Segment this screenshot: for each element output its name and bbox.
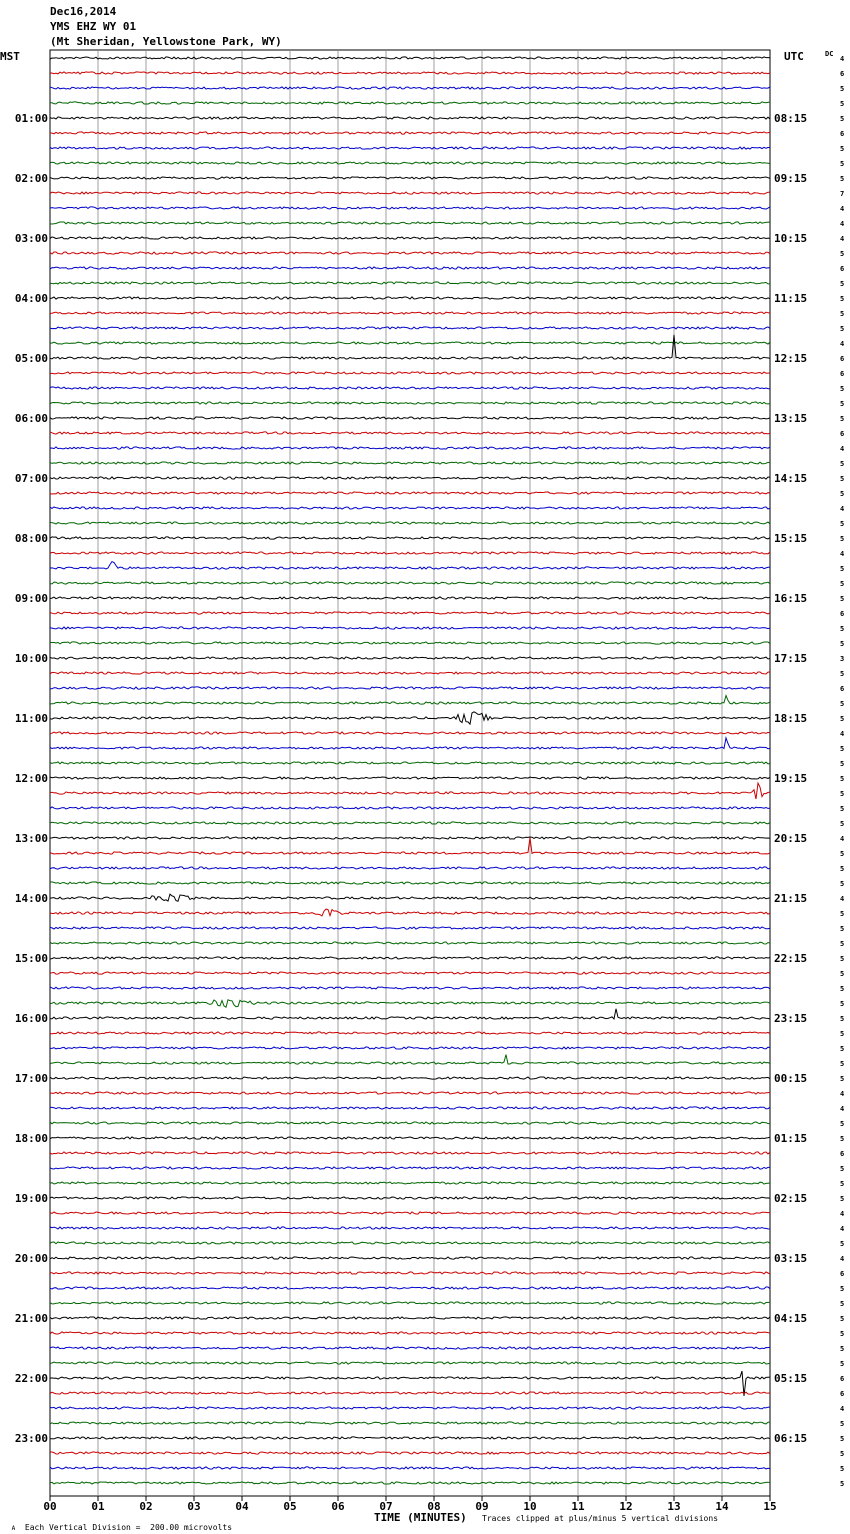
footer-clip-note: Traces clipped at plus/minus 5 vertical divisions [482,1514,719,1523]
dc-offset-value: 6 [840,265,845,273]
mst-hour-label: 04:00 [14,292,48,305]
dc-offset-value: 4 [840,1405,845,1413]
seismic-trace [50,732,770,734]
dc-offset-value: 5 [840,475,845,483]
dc-offset-value: 5 [840,1135,845,1143]
mst-hour-label: 20:00 [14,1252,48,1265]
seismic-trace [50,1122,770,1124]
dc-offset-value: 4 [840,835,845,843]
utc-hour-label: 10:15 [774,232,808,245]
seismic-trace [50,1317,770,1319]
seismic-trace [50,1047,770,1049]
seismic-trace [50,1452,770,1454]
utc-hour-label: 01:15 [774,1132,808,1145]
seismic-trace [50,477,770,479]
seismic-trace [50,867,770,869]
seismic-trace [50,696,770,705]
dc-offset-value: 5 [840,535,845,543]
dc-offset-value: 6 [840,70,845,78]
dc-offset-value: 5 [840,640,845,648]
seismic-trace [50,942,770,944]
seismic-trace [50,712,770,724]
dc-offset-value: 5 [840,385,845,393]
dc-offset-value: 5 [840,1060,845,1068]
seismic-trace [50,162,770,164]
dc-offset-value: 5 [840,850,845,858]
utc-hour-label: 23:15 [774,1012,808,1025]
seismic-trace [50,987,770,989]
dc-offset-value: 5 [840,85,845,93]
utc-hour-label: 00:15 [774,1072,808,1085]
dc-offset-value: 5 [840,1195,845,1203]
dc-offset-value: 4 [840,895,845,903]
seismic-trace [50,657,770,659]
seismic-trace [50,1227,770,1229]
seismic-trace [50,627,770,629]
mst-hour-label: 01:00 [14,112,48,125]
dc-offset-value: 7 [840,190,845,198]
seismic-trace [50,1137,770,1139]
dc-offset-value: 5 [840,400,845,408]
dc-offset-value: 6 [840,1150,845,1158]
x-tick-label: 14 [715,1500,729,1513]
dc-offset-value: 5 [840,565,845,573]
mst-hour-label: 03:00 [14,232,48,245]
seismic-trace [50,252,770,254]
mst-hour-label: 06:00 [14,412,48,425]
dc-offset-value: 4 [840,340,845,348]
corner-mark: A [11,1525,16,1532]
dc-offset-value: 5 [840,115,845,123]
seismic-trace [50,837,770,839]
dc-offset-value: 5 [840,1450,845,1458]
dc-offset-value: 5 [840,805,845,813]
utc-hour-label: 14:15 [774,472,808,485]
dc-label: DC [825,50,834,58]
seismic-trace [50,1287,770,1289]
mst-hour-label: 15:00 [14,952,48,965]
seismic-trace [50,432,770,434]
seismic-trace [50,762,770,764]
dc-offset-value: 5 [840,325,845,333]
mst-hour-label: 08:00 [14,532,48,545]
seismic-trace [50,807,770,809]
seismic-trace [50,672,770,674]
date-label: Dec16,2014 [50,5,117,18]
dc-offset-value: 5 [840,790,845,798]
seismic-trace [50,312,770,314]
dc-offset-value: 5 [840,1465,845,1473]
utc-hour-label: 09:15 [774,172,808,185]
dc-offset-value: 5 [840,1180,845,1188]
seismic-trace [50,642,770,644]
dc-offset-value: 5 [840,175,845,183]
dc-offset-value: 5 [840,280,845,288]
dc-offset-value: 6 [840,685,845,693]
x-tick-label: 05 [283,1500,297,1513]
seismic-trace [50,597,770,599]
seismic-trace [50,1422,770,1424]
mst-hour-label: 19:00 [14,1192,48,1205]
seismic-trace [50,1055,770,1065]
dc-offset-value: 5 [840,295,845,303]
dc-offset-value: 4 [840,55,845,63]
mst-hour-label: 18:00 [14,1132,48,1145]
seismic-trace [50,327,770,329]
x-tick-label: 15 [763,1500,777,1513]
dc-offset-value: 5 [840,625,845,633]
seismic-trace [50,402,770,404]
left-timezone-label: MST [0,50,20,63]
dc-offset-value: 5 [840,940,845,948]
dc-offset-value: 4 [840,1210,845,1218]
seismic-trace [50,1077,770,1079]
dc-offset-value: 6 [840,610,845,618]
dc-offset-value: 4 [840,205,845,213]
dc-offset-value: 4 [840,1105,845,1113]
dc-offset-value: 4 [840,730,845,738]
x-tick-label: 10 [523,1500,537,1513]
dc-offset-value: 6 [840,130,845,138]
dc-offset-value: 5 [840,310,845,318]
dc-offset-value: 6 [840,430,845,438]
x-tick-label: 02 [139,1500,153,1513]
seismic-trace [50,1347,770,1349]
dc-offset-value: 4 [840,505,845,513]
seismic-trace [50,1302,770,1304]
mst-hour-label: 21:00 [14,1312,48,1325]
dc-offset-value: 6 [840,355,845,363]
dc-offset-value: 5 [840,1435,845,1443]
dc-offset-value: 5 [840,1000,845,1008]
dc-offset-value: 5 [840,1120,845,1128]
seismic-trace [50,237,770,239]
dc-offset-value: 5 [840,925,845,933]
utc-hour-label: 20:15 [774,832,808,845]
dc-offset-value: 4 [840,1225,845,1233]
dc-offset-value: 5 [840,760,845,768]
dc-offset-value: 5 [840,985,845,993]
seismic-trace [50,1362,770,1364]
dc-offset-value: 5 [840,145,845,153]
seismic-trace [50,687,770,689]
dc-offset-value: 5 [840,1330,845,1338]
x-tick-label: 03 [187,1500,201,1513]
mst-hour-label: 05:00 [14,352,48,365]
dc-offset-value: 5 [840,880,845,888]
seismic-trace [50,1467,770,1469]
seismic-trace [50,462,770,464]
x-tick-label: 09 [475,1500,489,1513]
mst-hour-label: 09:00 [14,592,48,605]
seismic-trace [50,522,770,524]
dc-offset-value: 4 [840,445,845,453]
dc-offset-value: 6 [840,370,845,378]
seismic-trace [50,1167,770,1169]
x-tick-label: 13 [667,1500,681,1513]
seismic-trace [50,612,770,614]
mst-hour-label: 02:00 [14,172,48,185]
seismic-trace [50,1212,770,1214]
seismic-trace [50,1009,770,1019]
mst-hour-label: 16:00 [14,1012,48,1025]
mst-hour-label: 12:00 [14,772,48,785]
utc-hour-label: 21:15 [774,892,808,905]
dc-offset-value: 5 [840,1075,845,1083]
seismic-trace [50,1272,770,1274]
dc-offset-value: 5 [840,1345,845,1353]
dc-offset-value: 5 [840,460,845,468]
dc-offset-value: 5 [840,715,845,723]
right-timezone-label: UTC [784,50,804,63]
dc-offset-value: 4 [840,550,845,558]
mst-hour-label: 11:00 [14,712,48,725]
seismic-trace [50,738,770,749]
seismic-trace [50,177,770,179]
seismic-trace [50,492,770,494]
seismic-trace [50,972,770,974]
utc-hour-label: 16:15 [774,592,808,605]
seismic-trace [50,342,770,344]
seismic-trace [50,1000,770,1007]
mst-hour-label: 17:00 [14,1072,48,1085]
seismic-trace [50,909,770,916]
dc-offset-value: 5 [840,670,845,678]
x-tick-label: 06 [331,1500,345,1513]
dc-offset-value: 5 [840,1285,845,1293]
dc-offset-value: 6 [840,1390,845,1398]
seismic-trace [50,147,770,149]
dc-offset-value: 5 [840,580,845,588]
seismic-trace [50,87,770,89]
seismic-trace [50,132,770,134]
x-tick-label: 04 [235,1500,249,1513]
dc-offset-value: 5 [840,955,845,963]
dc-offset-value: 5 [840,1360,845,1368]
dc-offset-value: 3 [840,655,845,663]
seismic-trace [50,927,770,929]
seismic-trace [50,1407,770,1409]
seismic-trace [50,582,770,584]
seismic-trace [50,562,770,570]
seismic-trace [50,1257,770,1259]
seismic-trace [50,57,770,59]
seismic-trace [50,372,770,374]
dc-offset-value: 5 [840,910,845,918]
seismic-trace [50,783,770,799]
seismic-trace [50,297,770,299]
seismic-trace [50,1197,770,1199]
seismic-trace [50,447,770,449]
location-label: (Mt Sheridan, Yellowstone Park, WY) [50,35,282,48]
seismic-trace [50,1032,770,1034]
utc-hour-label: 02:15 [774,1192,808,1205]
utc-hour-label: 05:15 [774,1372,808,1385]
seismic-trace [50,192,770,194]
station-label: YMS EHZ WY 01 [50,20,137,33]
seismic-trace [50,507,770,509]
utc-hour-label: 22:15 [774,952,808,965]
utc-hour-label: 03:15 [774,1252,808,1265]
dc-offset-value: 5 [840,1165,845,1173]
seismic-trace [50,102,770,104]
dc-offset-value: 4 [840,220,845,228]
seismic-trace [50,117,770,119]
x-tick-label: 01 [91,1500,105,1513]
seismic-trace [50,335,770,359]
dc-offset-value: 5 [840,1420,845,1428]
seismic-trace [50,537,770,539]
dc-offset-value: 4 [840,235,845,243]
seismic-trace [50,222,770,224]
seismic-trace [50,838,770,855]
mst-hour-label: 22:00 [14,1372,48,1385]
mst-hour-label: 07:00 [14,472,48,485]
seismic-trace [50,282,770,284]
seismic-trace [50,822,770,824]
seismic-trace [50,1332,770,1334]
seismic-trace [50,1152,770,1154]
seismic-trace [50,207,770,209]
dc-offset-value: 5 [840,700,845,708]
seismic-trace [50,957,770,959]
seismic-trace [50,1182,770,1184]
utc-hour-label: 13:15 [774,412,808,425]
seismic-trace [50,1482,770,1484]
utc-hour-label: 18:15 [774,712,808,725]
x-tick-label: 00 [43,1500,57,1513]
dc-offset-value: 5 [840,1480,845,1488]
mst-hour-label: 10:00 [14,652,48,665]
utc-hour-label: 17:15 [774,652,808,665]
footer-scale-note [2,1514,232,1532]
dc-offset-value: 5 [840,1015,845,1023]
mst-hour-label: 23:00 [14,1432,48,1445]
mst-hour-label: 14:00 [14,892,48,905]
dc-offset-value: 5 [840,490,845,498]
dc-offset-value: 5 [840,1315,845,1323]
mst-hour-label: 13:00 [14,832,48,845]
seismic-trace [50,1242,770,1244]
scale-note-text: Each Vertical Division = 200.00 microvolts [24,1523,233,1532]
x-tick-label: 07 [379,1500,393,1513]
x-tick-label: 08 [427,1500,441,1513]
dc-offset-value: 5 [840,520,845,528]
seismic-trace [50,417,770,419]
utc-hour-label: 19:15 [774,772,808,785]
dc-offset-value: 5 [840,775,845,783]
dc-offset-value: 5 [840,100,845,108]
dc-offset-value: 5 [840,1240,845,1248]
utc-hour-label: 11:15 [774,292,808,305]
seismic-trace [50,552,770,554]
dc-offset-value: 5 [840,1030,845,1038]
seismic-trace [50,267,770,269]
dc-offset-value: 5 [840,1300,845,1308]
dc-offset-value: 5 [840,865,845,873]
seismic-trace [50,72,770,74]
x-axis-label: TIME (MINUTES) [374,1511,467,1524]
dc-offset-value: 6 [840,1375,845,1383]
x-tick-label: 12 [619,1500,633,1513]
utc-hour-label: 12:15 [774,352,808,365]
seismic-trace [50,387,770,389]
dc-offset-value: 5 [840,745,845,753]
dc-offset-value: 5 [840,595,845,603]
utc-hour-label: 08:15 [774,112,808,125]
dc-offset-value: 5 [840,1045,845,1053]
dc-offset-value: 5 [840,250,845,258]
seismic-trace [50,1092,770,1094]
utc-hour-label: 15:15 [774,532,808,545]
dc-offset-value: 5 [840,820,845,828]
dc-offset-value: 5 [840,970,845,978]
seismic-trace [50,1392,770,1394]
dc-offset-value: 4 [840,1090,845,1098]
seismic-trace [50,894,770,901]
dc-offset-value: 6 [840,1270,845,1278]
dc-offset-value: 5 [840,415,845,423]
dc-offset-value: 5 [840,160,845,168]
x-tick-label: 11 [571,1500,585,1513]
dc-offset-value: 4 [840,1255,845,1263]
seismic-trace [50,882,770,884]
seismic-trace [50,1107,770,1109]
utc-hour-label: 06:15 [774,1432,808,1445]
seismic-trace [50,777,770,779]
seismic-trace [50,1437,770,1439]
utc-hour-label: 04:15 [774,1312,808,1325]
